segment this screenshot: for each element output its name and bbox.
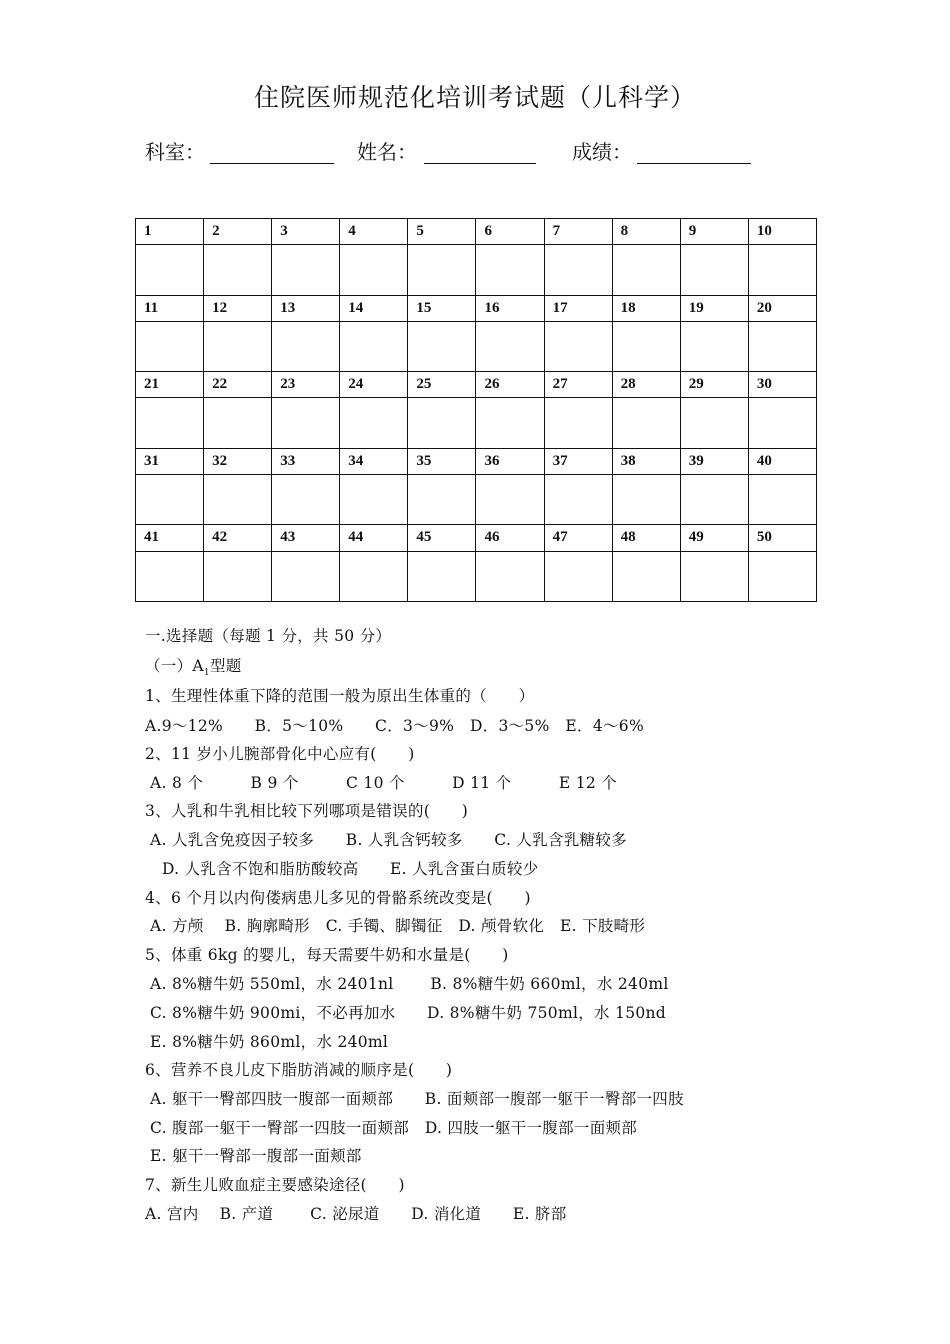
answer-cell[interactable] [476, 551, 544, 601]
answer-cell[interactable] [136, 398, 204, 448]
question-number-cell: 36 [476, 448, 544, 474]
answer-cell[interactable] [204, 321, 272, 371]
question-3-options-line-1: A. 人乳含免疫因子较多 B. 人乳含钙较多 C. 人乳含乳糖较多 [150, 831, 627, 849]
answer-cell[interactable] [272, 474, 340, 524]
name-label: 姓名： [357, 140, 417, 164]
answer-cell[interactable] [476, 398, 544, 448]
answer-blank-row [136, 245, 817, 295]
answer-cell[interactable] [204, 474, 272, 524]
question-number-cell: 50 [748, 525, 816, 551]
question-number-cell: 49 [680, 525, 748, 551]
question-1-options: A.9～12% B．5～10% C．3～9% D．3～5% E．4～6% [145, 717, 644, 735]
question-number-cell: 27 [544, 372, 612, 398]
answer-cell[interactable] [272, 245, 340, 295]
question-number-cell: 30 [748, 372, 816, 398]
question-7-options: A. 宫内 B. 产道 C. 泌尿道 D. 消化道 E. 脐部 [145, 1205, 567, 1223]
answer-cell[interactable] [748, 321, 816, 371]
answer-blank-row [136, 474, 817, 524]
question-number-cell: 25 [408, 372, 476, 398]
question-number-cell: 35 [408, 448, 476, 474]
answer-number-row [136, 295, 817, 321]
question-number-cell: 23 [272, 372, 340, 398]
question-6-options-line-1: A. 躯干一臀部四肢一腹部一面颊部 B. 面颊部一腹部一躯干一臀部一四肢 [150, 1090, 684, 1108]
answer-cell[interactable] [272, 398, 340, 448]
answer-cell[interactable] [340, 398, 408, 448]
answer-cell[interactable] [136, 245, 204, 295]
question-number-cell: 17 [544, 295, 612, 321]
question-number-cell: 20 [748, 295, 816, 321]
question-number-cell: 37 [544, 448, 612, 474]
answer-cell[interactable] [340, 551, 408, 601]
question-7-stem: 7、新生儿败血症主要感染途径( ) [145, 1176, 405, 1194]
answer-number-row [136, 372, 817, 398]
score-label: 成绩： [572, 140, 632, 164]
question-number-cell: 7 [544, 219, 612, 245]
question-number-cell: 9 [680, 219, 748, 245]
answer-cell[interactable] [544, 474, 612, 524]
question-number-cell: 21 [136, 372, 204, 398]
question-number-cell: 39 [680, 448, 748, 474]
question-number-cell: 34 [340, 448, 408, 474]
answer-cell[interactable] [544, 551, 612, 601]
answer-cell[interactable] [272, 551, 340, 601]
question-5-options-line-1: A. 8%糖牛奶 550ml，水 2401nl B. 8%糖牛奶 660ml，水 240ml [150, 975, 669, 993]
answer-cell[interactable] [612, 474, 680, 524]
answer-cell[interactable] [340, 245, 408, 295]
question-number-cell: 38 [612, 448, 680, 474]
question-number-cell: 16 [476, 295, 544, 321]
question-number-cell: 28 [612, 372, 680, 398]
subheading-suffix: 型题 [209, 657, 242, 675]
question-6-options-line-3: E. 躯干一臀部一腹部一面颊部 [150, 1147, 362, 1165]
answer-cell[interactable] [544, 245, 612, 295]
question-number-cell: 31 [136, 448, 204, 474]
question-number-cell: 24 [340, 372, 408, 398]
section-heading: 一.选择题（每题 1 分，共 50 分） [145, 627, 392, 645]
question-number-cell: 46 [476, 525, 544, 551]
question-number-cell: 10 [748, 219, 816, 245]
question-number-cell: 12 [204, 295, 272, 321]
department-blank-line[interactable] [210, 163, 334, 164]
answer-cell[interactable] [136, 474, 204, 524]
answer-cell[interactable] [204, 551, 272, 601]
question-1-stem: 1、生理性体重下降的范围一般为原出生体重的（ ） [145, 687, 535, 705]
question-number-cell: 32 [204, 448, 272, 474]
question-number-cell: 40 [748, 448, 816, 474]
answer-cell[interactable] [136, 551, 204, 601]
question-number-cell: 44 [340, 525, 408, 551]
answer-cell[interactable] [340, 474, 408, 524]
answer-cell[interactable] [748, 398, 816, 448]
answer-blank-row [136, 398, 817, 448]
section-subheading [145, 654, 242, 678]
subheading-prefix: （一）A [145, 657, 204, 675]
answer-cell[interactable] [476, 245, 544, 295]
question-6-stem: 6、营养不良儿皮下脂肪消减的顺序是( ) [145, 1061, 453, 1079]
question-number-cell: 11 [136, 295, 204, 321]
question-number-cell: 2 [204, 219, 272, 245]
question-number-cell: 4 [340, 219, 408, 245]
answer-cell[interactable] [340, 321, 408, 371]
answer-cell[interactable] [612, 398, 680, 448]
answer-cell[interactable] [612, 321, 680, 371]
department-label: 科室： [145, 140, 205, 164]
score-field [572, 136, 632, 165]
score-blank-line[interactable] [637, 163, 751, 164]
answer-cell[interactable] [612, 245, 680, 295]
question-number-cell: 41 [136, 525, 204, 551]
question-number-cell: 19 [680, 295, 748, 321]
answer-cell[interactable] [680, 474, 748, 524]
question-3-stem: 3、人乳和牛乳相比较下列哪项是错误的( ) [145, 802, 469, 820]
question-number-cell: 26 [476, 372, 544, 398]
question-number-cell: 13 [272, 295, 340, 321]
question-number-cell: 14 [340, 295, 408, 321]
question-5-options-line-2: C. 8%糖牛奶 900mi，不必再加水 D. 8%糖牛奶 750ml，水 150nd [150, 1004, 667, 1022]
question-number-cell: 6 [476, 219, 544, 245]
answer-cell[interactable] [680, 398, 748, 448]
answer-cell[interactable] [680, 551, 748, 601]
answer-number-row [136, 448, 817, 474]
question-number-cell: 1 [136, 219, 204, 245]
answer-cell[interactable] [544, 398, 612, 448]
answer-number-row [136, 525, 817, 551]
answer-cell[interactable] [476, 321, 544, 371]
question-number-cell: 8 [612, 219, 680, 245]
question-number-cell: 47 [544, 525, 612, 551]
answer-cell[interactable] [272, 321, 340, 371]
question-4-stem: 4、6 个月以内佝偻病患儿多见的骨骼系统改变是( ) [145, 889, 531, 907]
answer-cell[interactable] [136, 321, 204, 371]
question-number-cell: 29 [680, 372, 748, 398]
question-number-cell: 33 [272, 448, 340, 474]
question-number-cell: 3 [272, 219, 340, 245]
answer-cell[interactable] [680, 245, 748, 295]
question-number-cell: 5 [408, 219, 476, 245]
answer-number-row [136, 219, 817, 245]
question-number-cell: 42 [204, 525, 272, 551]
answer-cell[interactable] [612, 551, 680, 601]
question-number-cell: 45 [408, 525, 476, 551]
question-4-options: A. 方颅 B. 胸廓畸形 C. 手镯、脚镯征 D. 颅骨软化 E. 下肢畸形 [150, 917, 646, 935]
answer-cell[interactable] [748, 551, 816, 601]
answer-cell[interactable] [476, 474, 544, 524]
answer-cell[interactable] [204, 245, 272, 295]
answer-cell[interactable] [408, 245, 476, 295]
answer-cell[interactable] [748, 245, 816, 295]
question-5-options-line-3: E. 8%糖牛奶 860ml，水 240ml [150, 1033, 389, 1051]
answer-cell[interactable] [408, 551, 476, 601]
question-number-cell: 18 [612, 295, 680, 321]
answer-cell[interactable] [680, 321, 748, 371]
question-2-stem: 2、11 岁小儿腕部骨化中心应有( ) [145, 745, 415, 763]
question-number-cell: 48 [612, 525, 680, 551]
answer-blank-row [136, 321, 817, 371]
question-5-stem: 5、体重 6kg 的婴儿，每天需要牛奶和水量是( ) [145, 946, 509, 964]
answer-blank-row [136, 551, 817, 601]
name-blank-line[interactable] [424, 163, 536, 164]
department-field [145, 136, 205, 165]
question-6-options-line-2: C. 腹部一躯干一臀部一四肢一面颊部 D. 四肢一躯干一腹部一面颊部 [150, 1119, 638, 1137]
question-3-options-line-2: D. 人乳含不饱和脂肪酸较高 E. 人乳含蛋白质较少 [162, 860, 539, 878]
question-2-options: A. 8 个 B 9 个 C 10 个 D 11 个 E 12 个 [150, 774, 618, 792]
answer-cell[interactable] [748, 474, 816, 524]
answer-grid [135, 218, 817, 602]
name-field [357, 136, 417, 165]
subheading-subscript: 1 [203, 668, 210, 679]
page-title: 住院医师规范化培训考试题（儿科学） [253, 83, 696, 112]
answer-cell[interactable] [544, 321, 612, 371]
question-number-cell: 15 [408, 295, 476, 321]
answer-cell[interactable] [408, 474, 476, 524]
answer-cell[interactable] [408, 398, 476, 448]
answer-cell[interactable] [408, 321, 476, 371]
exam-info-row [145, 136, 785, 166]
question-number-cell: 22 [204, 372, 272, 398]
answer-cell[interactable] [204, 398, 272, 448]
question-number-cell: 43 [272, 525, 340, 551]
